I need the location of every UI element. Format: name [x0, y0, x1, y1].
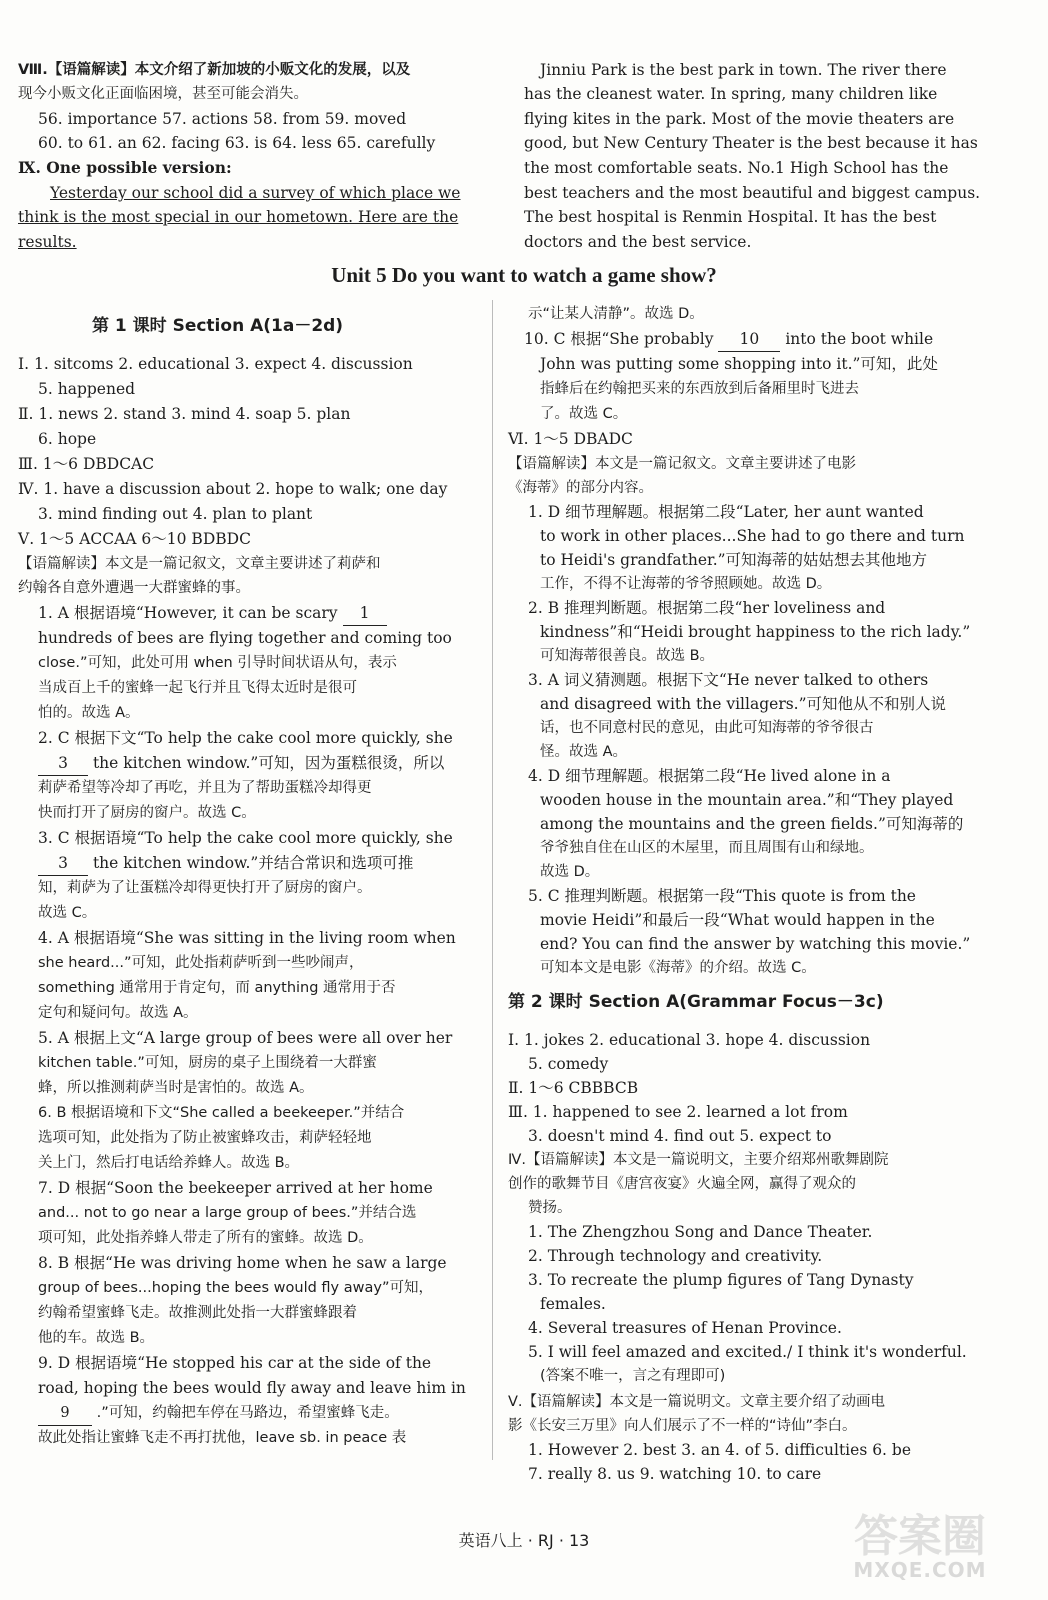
text-line: 3. To recreate the plump figures of Tang Dynasty	[528, 1271, 914, 1289]
text-line: 5. A 根据上文“A large group of bees were all over her	[38, 1029, 453, 1047]
text-line: Ⅲ. 1. happened to see 2. learned a lot from	[508, 1103, 848, 1121]
text-line: 赞扬。	[528, 1200, 572, 1216]
text-line: 指蜂后在约翰把买来的东西放到后备厢里时飞进去	[540, 381, 859, 397]
text-line: 5. I will feel amazed and excited./ I think it's wonderful.	[528, 1343, 967, 1361]
text-line: 怕的。故选 A。	[38, 705, 140, 721]
text-line: 《海蒂》的部分内容。	[508, 480, 653, 496]
text-line: 3. C 根据语境“To help the cake cool more quickly, she	[38, 829, 453, 847]
watermark-text: 答案圈	[854, 1511, 986, 1562]
text-line: 爷爷独自住在山区的木屋里，而且周围有山和绿地。	[540, 840, 874, 856]
text-span: the kitchen window.”可知，因为蛋糕很烫，所以	[92, 754, 445, 772]
text-line: 知，莉萨为了让蛋糕冷却得更快打开了厨房的窗户。	[38, 880, 372, 896]
text-line	[18, 1401, 399, 1425]
text-line: Yesterday our school did a survey of which place we	[50, 184, 461, 202]
text-line: 2. Through technology and creativity.	[528, 1247, 823, 1265]
text-line: 3. A 词义猜测题。根据下文“He never talked to others	[528, 671, 929, 689]
text-line: 1. However 2. best 3. an 4. of 5. difficulties 6. be	[528, 1441, 912, 1459]
text-line: 莉萨希望等冷却了再吃，并且为了帮助蛋糕冷却得更	[38, 780, 372, 796]
text-line: Ⅳ. 1. have a discussion about 2. hope to walk; one day	[18, 480, 448, 498]
text-line: 3. doesn't mind 4. find out 5. expect to	[528, 1127, 832, 1145]
text-line: 60. to 61. an 62. facing 63. is 64. less 65. carefully	[38, 134, 436, 152]
text-line: 4. A 根据语境“She was sitting in the living room when	[38, 929, 456, 947]
text-line: 2. C 根据下文“To help the cake cool more quickly, she	[38, 729, 453, 747]
text-span: the kitchen window.”并结合常识和选项可推	[92, 854, 414, 872]
text-line: 【语篇解读】本文是一篇记叙文。文章主要讲述了电影	[508, 456, 856, 472]
text-span: .”可知，约翰把车停在马路边，希望蜜蜂飞走。	[96, 1405, 399, 1421]
text-line: Ⅱ. 1～6 CBBBCB	[508, 1079, 639, 1097]
text-line: 约翰各自意外遭遇一大群蜜蜂的事。	[18, 580, 250, 596]
text-line: end? You can find the answer by watching this movie.”	[540, 935, 971, 953]
text-line: 6. B 根据语境和下文“She called a beekeeper.”并结合	[38, 1105, 405, 1121]
text-line: results.	[18, 233, 77, 251]
text-line: 定句和疑问句。故选 A。	[38, 1005, 198, 1021]
blank: 10	[718, 327, 780, 352]
text-line	[18, 751, 444, 775]
text-line: movie Heidi”和最后一段“What would happen in the	[540, 911, 935, 929]
text-line: and disagreed with the villagers.”可知他从不和别人说	[540, 695, 947, 713]
text-line: Ⅰ. 1. jokes 2. educational 3. hope 4. discussion	[508, 1031, 871, 1049]
text-line: 4. D 细节理解题。根据第二段“He lived alone in a	[528, 767, 891, 785]
text-line: females.	[540, 1295, 606, 1313]
text-line: best teachers and the most beautiful and biggest campus.	[524, 184, 981, 202]
text-line: 现今小贩文化正面临困境，甚至可能会消失。	[18, 86, 308, 102]
text-line: The best hospital is Renmin Hospital. It has the best	[524, 208, 937, 226]
blank: 9	[38, 1401, 92, 1426]
section-title: 第 1 课时 Section A(1a－2d)	[92, 316, 344, 336]
column-divider	[492, 300, 493, 1460]
text-line: think is the most special in our hometown. Here are the	[18, 208, 459, 226]
text-line: group of bees...hoping the bees would fly away”可知，	[38, 1280, 433, 1296]
watermark-url: MXQE.COM	[853, 1558, 987, 1582]
text-line: to Heidi's grandfather.”可知海蒂的姑姑想去其他地方	[540, 551, 928, 569]
unit-title: Unit 5 Do you want to watch a game show?	[331, 263, 717, 287]
text-line: 约翰希望蜜蜂飞走。故推测此处指一大群蜜蜂跟着	[38, 1305, 357, 1321]
text-line: Ⅸ. One possible version:	[18, 158, 232, 177]
text-line	[18, 601, 387, 625]
text-line: flying kites in the park. Most of the movie theaters are	[524, 110, 955, 128]
text-line: Jinniu Park is the best park in town. The river there	[540, 61, 947, 79]
text-line: 创作的歌舞节目《唐宫夜宴》火遍全网，赢得了观众的	[508, 1176, 856, 1192]
text-line: 6. hope	[38, 430, 97, 448]
text-line: 话，也不同意村民的意见，由此可知海蒂的爷爷很古	[540, 720, 874, 736]
text-line: among the mountains and the green fields.”可知海蒂的	[540, 815, 964, 833]
text-line: 选项可知，此处指为了防止被蜜蜂攻击，莉萨轻轻地	[38, 1130, 372, 1146]
watermark-logo	[820, 1500, 1020, 1590]
text-span: 10. C 根据“She probably	[524, 330, 714, 348]
text-line: Ⅵ. 1～5 DBADC	[508, 430, 633, 448]
text-line: John was putting some shopping into it.”可知，此处	[540, 355, 938, 373]
text-line: Ⅷ.【语篇解读】本文介绍了新加坡的小贩文化的发展，以及	[18, 62, 411, 78]
text-line: Ⅰ. 1. sitcoms 2. educational 3. expect 4. discussion	[18, 355, 413, 373]
text-line: doctors and the best service.	[524, 233, 752, 251]
text-line	[508, 327, 933, 351]
text-line: the most comfortable seats. No.1 High School has the	[524, 159, 949, 177]
text-line: Ⅴ. 1～5 ACCAA 6～10 BDBDC	[18, 530, 251, 548]
text-line: 工作，不得不让海蒂的爷爷照顾她。故选 D。	[540, 576, 832, 592]
text-line: 快而打开了厨房的窗户。故选 C。	[38, 805, 256, 821]
text-line: 4. Several treasures of Henan Province.	[528, 1319, 842, 1337]
text-line: 他的车。故选 B。	[38, 1330, 155, 1346]
text-line: good, but New Century Theater is the best because it has	[524, 134, 978, 152]
text-line: 1. The Zhengzhou Song and Dance Theater.	[528, 1223, 873, 1241]
text-line: 3. mind finding out 4. plan to plant	[38, 505, 313, 523]
text-line: road, hoping the bees would fly away and leave him in	[38, 1379, 466, 1397]
text-line: 56. importance 57. actions 58. from 59. moved	[38, 110, 407, 128]
text-line: 影《长安三万里》向人们展示了不一样的“诗仙”李白。	[508, 1418, 857, 1434]
text-line: 故选 D。	[540, 864, 600, 880]
text-line: 关上门，然后打电话给养蜂人。故选 B。	[38, 1155, 300, 1171]
text-line: Ⅴ.【语篇解读】本文是一篇说明文。文章主要介绍了动画电	[508, 1394, 886, 1410]
text-line: 5. happened	[38, 380, 136, 398]
text-line: 7. D 根据“Soon the beekeeper arrived at her home	[38, 1179, 433, 1197]
text-line: something 通常用于肯定句，而 anything 通常用于否	[38, 980, 396, 996]
text-line: 5. C 推理判断题。根据第一段“This quote is from the	[528, 887, 916, 905]
text-line: 示“让某人清静”。故选 D。	[528, 306, 704, 322]
text-line: 当成百上千的蜜蜂一起飞行并且飞得太近时是很可	[38, 680, 357, 696]
page-footer: 英语八上 · RJ · 13	[458, 1531, 590, 1550]
blank: 1	[343, 601, 387, 626]
blank: 3	[38, 751, 88, 776]
text-line: Ⅳ.【语篇解读】本文是一篇说明文，主要介绍郑州歌舞剧院	[508, 1152, 889, 1168]
text-line: she heard...”可知，此处指莉萨听到一些吵闹声，	[38, 955, 364, 971]
text-line: (答案不唯一，言之有理即可)	[540, 1368, 726, 1384]
text-line: 2. B 推理判断题。根据第二段“her loveliness and	[528, 599, 886, 617]
text-line: to work in other places...She had to go there and turn	[540, 527, 965, 545]
text-line: 蜂，所以推测莉萨当时是害怕的。故选 A。	[38, 1080, 314, 1096]
text-line: 8. B 根据“He was driving home when he saw a large	[38, 1254, 447, 1272]
text-line: has the cleanest water. In spring, many children like	[524, 85, 938, 103]
text-line: 项可知，此处指养蜂人带走了所有的蜜蜂。故选 D。	[38, 1230, 373, 1246]
text-line: close.”可知，此处可用 when 引导时间状语从句，表示	[38, 655, 397, 671]
text-line: 可知本文是电影《海蒂》的介绍。故选 C。	[540, 960, 816, 976]
text-line: Ⅱ. 1. news 2. stand 3. mind 4. soap 5. plan	[18, 405, 351, 423]
text-line: Ⅲ. 1～6 DBDCAC	[18, 455, 155, 473]
text-line: 故此处指让蜜蜂飞走不再打扰他，leave sb. in peace 表	[38, 1430, 407, 1446]
text-line: 1. D 细节理解题。根据第二段“Later, her aunt wanted	[528, 503, 924, 521]
text-line: and... not to go near a large group of bees.”并结合选	[38, 1205, 417, 1221]
text-span: 1. A 根据语境“However, it can be scary	[38, 604, 338, 622]
text-line	[18, 851, 413, 875]
text-line: 可知海蒂很善良。故选 B。	[540, 648, 715, 664]
text-line: 5. comedy	[528, 1055, 609, 1073]
text-line: 7. really 8. us 9. watching 10. to care	[528, 1465, 822, 1483]
text-line: 故选 C。	[38, 905, 97, 921]
text-span: into the boot while	[785, 330, 934, 348]
blank: 3	[38, 851, 88, 876]
text-line: 【语篇解读】本文是一篇记叙文，文章主要讲述了莉萨和	[18, 556, 381, 572]
text-line: kitchen table.”可知，厨房的桌子上围绕着一大群蜜	[38, 1055, 377, 1071]
text-line: wooden house in the mountain area.”和“They played	[540, 791, 954, 809]
text-line: hundreds of bees are flying together and coming too	[38, 629, 452, 647]
text-line: kindness”和“Heidi brought happiness to the rich lady.”	[540, 623, 971, 641]
text-line: 9. D 根据语境“He stopped his car at the side of the	[38, 1354, 432, 1372]
text-line: 了。故选 C。	[540, 406, 628, 422]
text-line: 怪。故选 A。	[540, 744, 628, 760]
section-title: 第 2 课时 Section A(Grammar Focus－3c)	[508, 992, 884, 1012]
